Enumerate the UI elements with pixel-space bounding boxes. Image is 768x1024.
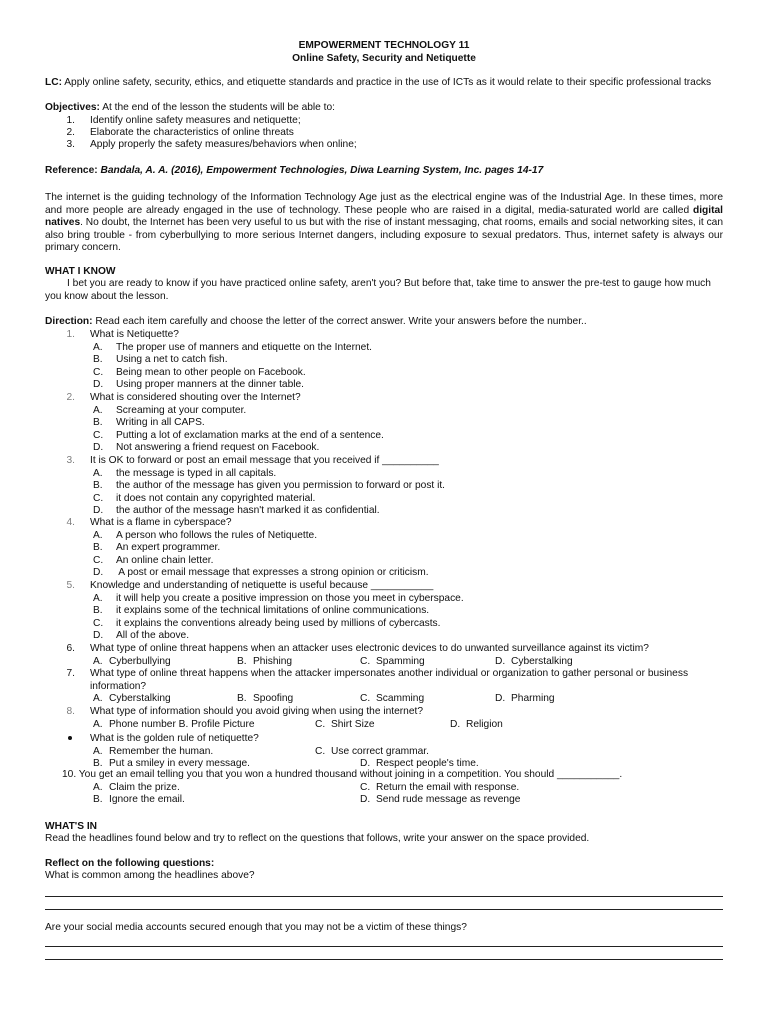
answer-option[interactable] [93,417,205,430]
lc-label: LC: [45,77,62,88]
option-letter: C. [93,492,104,504]
what-i-know-text: I bet you are ready to know if you have practiced online safety, aren't you? But before that, take time to answer the pre-test to gauge how much you know about the lesson. [45,278,711,302]
option-letter: D. [93,442,104,453]
document-subtitle: Online Safety, Security and Netiquette [292,53,476,64]
answer-line[interactable] [45,909,723,910]
option-text: Return the email with response. [376,781,520,793]
option-letter: B. [93,417,103,428]
question-number: 4. [66,517,75,528]
option-letter: C. [360,781,371,793]
question-text: It is OK to forward or post an email message that you received if __________ [90,455,439,466]
option-text: Put a smiley in every message. [109,758,250,769]
option-letter: A. [93,745,103,757]
option-letter: A. [93,718,103,730]
option-text: the message is typed in all capitals. [116,467,277,479]
option-letter: C. [315,718,326,730]
answer-option[interactable] [93,794,185,807]
option-text: Cyberbullying [109,655,171,667]
answer-option[interactable] [93,505,380,518]
what-i-know-heading: WHAT I KNOW [45,266,116,277]
reference-text: Bandala, A. A. (2016), Empowerment Technologies, Diwa Learning System, Inc. pages 14-17 [100,165,544,176]
option-letter: B. [237,655,247,667]
answer-option[interactable] [93,480,445,493]
option-text: All of the above. [116,630,190,641]
whats-in-text: Read the headlines found below and try to reflect on the questions that follows, write your answer on the space provided. [45,833,590,844]
answer-line[interactable] [45,946,723,947]
option-letter: A. [93,693,103,704]
option-text: Putting a lot of exclamation marks at the end of a sentence. [116,429,384,441]
answer-option[interactable] [360,782,519,795]
option-letter: D. [360,758,371,769]
option-letter: C. [360,693,371,704]
option-letter: A. [93,529,103,541]
option-text: The proper use of manners and etiquette on the Internet. [116,341,372,353]
option-text: Screaming at your computer. [116,404,247,416]
option-letter: B. [93,480,103,491]
option-letter: A. [93,592,103,604]
learning-competency [45,77,723,90]
question-text: information? [90,680,147,692]
option-letter: B. [93,758,103,769]
answer-option[interactable] [93,618,440,631]
option-text: it explains some of the technical limitations of online communications. [116,605,430,616]
option-text: Using a net to catch fish. [116,354,228,365]
answer-option[interactable] [450,719,503,732]
answer-option[interactable] [93,719,255,732]
option-letter: D. [495,693,506,704]
reference [45,165,723,178]
answer-option[interactable] [93,530,317,543]
option-letter: C. [93,429,104,441]
answer-option[interactable] [93,354,228,367]
option-letter: A. [93,341,103,353]
answer-option[interactable] [93,405,246,418]
option-letter: D. [450,718,461,730]
option-text: Claim the prize. [109,781,180,793]
intro-paragraph: The internet is the guiding technology of the Information Technology Age just as the electrical engine was of the Industrial Age. In these times, more and more people are already engaged in the use of technology. These people who are raised in a digital, media-saturated world are called digital natives. No doubt, the Internet has been very useful to us but with the rise of instant messaging, chat rooms, emails and social networking sites, it can also bring trouble - from cyberbullying to more serious Internet dangers, including exposure to sexual predators. Thus, internet safety is always our primary concern. [45,192,723,254]
answer-option[interactable] [495,693,555,706]
reflect-question-2: Are your social media accounts secured enough that you may not be a victim of these things? [45,922,467,933]
question-text: What is considered shouting over the Internet? [90,392,301,403]
option-text: Using proper manners at the dinner table. [116,379,305,390]
option-text: A post or email message that expresses a strong opinion or criticism. [116,567,429,578]
question-text: What is Netiquette? [90,329,179,340]
answer-option[interactable] [93,746,213,759]
direction [45,316,723,329]
question-text: What is a flame in cyberspace? [90,517,232,528]
direction-label: Direction: [45,316,93,327]
answer-line[interactable] [45,896,723,897]
answer-option[interactable] [93,656,171,669]
question-number: 3. [66,455,75,466]
option-letter: B. [237,693,247,704]
document-title: EMPOWERMENT TECHNOLOGY 11 [298,40,470,51]
answer-line[interactable] [45,959,723,960]
answer-option[interactable] [495,656,573,669]
option-text: Shirt Size [331,718,375,730]
answer-option[interactable] [93,567,429,580]
question-text: What is the golden rule of netiquette? [90,733,259,744]
answer-option[interactable] [93,367,306,380]
option-text: Not answering a friend request on Facebook. [116,442,320,453]
answer-option[interactable] [93,493,315,506]
option-text: it explains the conventions already being used by millions of cybercasts. [116,617,441,629]
option-letter: A. [93,467,103,479]
question-text: What type of online threat happens when the attacker impersonates another individual or organization to gather personal or business [90,668,689,679]
option-text: Remember the human. [109,745,214,757]
answer-option[interactable] [237,693,293,706]
answer-option[interactable] [93,593,464,606]
option-text: Phishing [253,655,293,667]
question-number: 1. [66,329,75,340]
option-letter: D. [93,379,104,390]
option-text: Send rude message as revenge [376,794,521,805]
question-number: 6. [66,643,75,654]
digital-natives-term: digital natives [45,204,723,229]
option-text: A person who follows the rules of Netiquette. [116,529,318,541]
option-text: the author of the message has given you permission to forward or post it. [116,480,446,491]
option-letter: B. [93,605,103,616]
answer-option[interactable] [360,656,425,669]
option-letter: A. [93,655,103,667]
reference-label: Reference: [45,165,98,176]
question-number: 7. [66,668,75,679]
option-letter: D. [93,567,104,578]
option-text: Ignore the email. [109,794,185,805]
option-letter: C. [93,366,104,378]
reflect-heading: Reflect on the following questions: [45,858,215,869]
option-letter: B. [93,542,103,553]
option-text: it does not contain any copyrighted material. [116,492,316,504]
answer-option[interactable] [315,746,429,759]
answer-option[interactable] [237,656,292,669]
option-letter: C. [315,745,326,757]
reflect-question-1: What is common among the headlines above? [45,870,255,881]
question-text: What type of online threat happens when an attacker uses electronic devices to do unwanted surveillance against its victim? [90,643,649,654]
option-text: Being mean to other people on Facebook. [116,366,306,378]
option-text: Cyberstalking [511,655,573,667]
lc-text: Apply online safety, security, ethics, and etiquette standards and practice in the use of ICTs as it would relate to their specific professional tracks [64,77,712,88]
option-text: Spamming [376,655,425,667]
question-text: What type of information should you avoid giving when using the internet? [90,706,423,717]
question-number: 5. [66,580,75,591]
answer-option[interactable] [93,555,213,568]
question-number [45,733,72,746]
option-text: Writing in all CAPS. [116,417,205,428]
option-letter: D. [93,505,104,516]
objectives-label: Objectives: [45,102,100,113]
option-text: An online chain letter. [116,554,214,566]
question-text: 10. You get an email telling you that you won a hundred thousand without joining in a competition. You should ___________. [62,769,623,780]
option-letter: D. [93,630,104,641]
option-text: An expert programmer. [116,542,221,553]
answer-option[interactable] [93,542,220,555]
option-letter: D. [360,794,371,805]
whats-in-heading: WHAT'S IN [45,821,98,832]
option-letter: C. [93,554,104,566]
answer-option[interactable] [93,442,319,455]
answer-option[interactable] [93,468,276,481]
question-number: 8. [66,706,75,717]
option-letter: A. [93,781,103,793]
answer-option[interactable] [315,719,375,732]
option-letter: C. [93,617,104,629]
option-text: Religion [466,718,503,730]
objectives-intro [45,102,723,115]
answer-option[interactable] [93,693,171,706]
answer-option[interactable] [93,430,384,443]
objectives-intro-text: At the end of the lesson the students will be able to: [102,102,335,113]
answer-option[interactable] [93,630,189,643]
option-text: Phone number B. Profile Picture [109,718,255,730]
question-number: 2. [66,392,75,403]
option-text: Scamming [376,693,425,704]
option-text: the author of the message hasn't marked it as confidential. [116,505,380,516]
option-letter: B. [93,354,103,365]
answer-option[interactable] [360,693,424,706]
option-letter: B. [93,794,103,805]
bullet-icon [68,736,72,740]
option-text: it will help you create a positive impression on those you meet in cyberspace. [116,592,464,604]
option-letter: C. [360,655,371,667]
direction-text: Read each item carefully and choose the letter of the correct answer. Write your answers before the number.. [95,316,587,327]
option-text: Spoofing [253,693,294,704]
answer-option[interactable] [360,794,520,807]
question-text: Knowledge and understanding of netiquette is useful because ___________ [90,580,434,591]
option-letter: A. [93,404,103,416]
answer-option[interactable] [93,379,304,392]
option-text: Use correct grammar. [331,745,429,757]
answer-option[interactable] [93,782,180,795]
answer-option[interactable] [93,342,372,355]
option-letter: D. [495,655,506,667]
answer-option[interactable] [93,605,429,618]
option-text: Pharming [511,693,555,704]
option-text: Cyberstalking [109,693,171,704]
option-text: Respect people's time. [376,758,479,769]
